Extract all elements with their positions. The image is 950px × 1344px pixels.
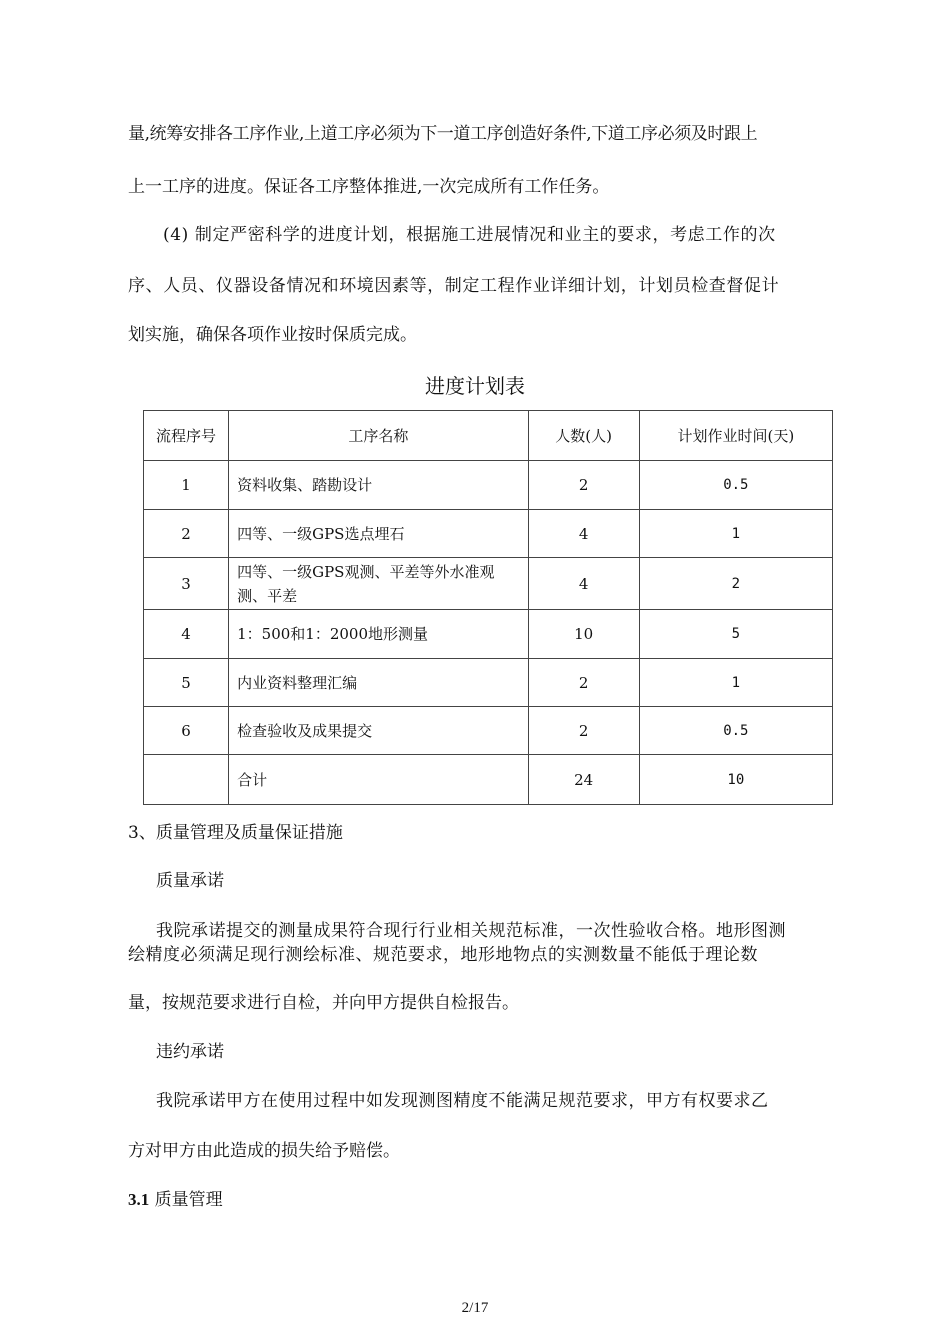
table-row	[144, 659, 833, 707]
table-row	[144, 461, 833, 510]
people-cell: 4	[528, 510, 639, 558]
process-cell: 1：500和1：2000地形测量	[229, 610, 528, 659]
header-cell: 工序名称	[229, 411, 528, 461]
seq-cell: 6	[144, 707, 229, 755]
days-total-cell: 10	[639, 755, 832, 805]
paragraph-line: 划实施，确保各项作业按时保质完成。	[128, 325, 417, 345]
seq-cell: 3	[144, 558, 229, 610]
subheading-quality: 质量承诺	[156, 871, 224, 891]
days-cell: 0.5	[639, 461, 832, 510]
seq-cell: 1	[144, 461, 229, 510]
paragraph-line: 我院承诺甲方在使用过程中如发现测图精度不能满足规范要求，甲方有权要求乙	[156, 1091, 769, 1111]
process-cell: 资料收集、踏勘设计	[229, 461, 528, 510]
days-cell: 1	[639, 510, 832, 558]
header-cell: 计划作业时间(天)	[639, 411, 832, 461]
header-cell: 流程序号	[144, 411, 229, 461]
days-cell: 0.5	[639, 707, 832, 755]
process-cell: 四等、一级GPS选点埋石	[229, 510, 528, 558]
seq-cell: 5	[144, 659, 229, 707]
schedule-table	[143, 410, 833, 805]
people-cell: 2	[528, 659, 639, 707]
paragraph-line: 上一工序的进度。保证各工序整体推进,一次完成所有工作任务。	[128, 177, 610, 197]
table-title: 进度计划表	[425, 374, 525, 398]
table-row	[144, 510, 833, 558]
table-total-row	[144, 755, 833, 805]
paragraph-line: 方对甲方由此造成的损失给予赔偿。	[128, 1141, 400, 1161]
table-header-row	[144, 411, 833, 461]
table-row	[144, 558, 833, 610]
paragraph-line: (4) 制定严密科学的进度计划，根据施工进展情况和业主的要求，考虑工作的次	[163, 225, 776, 245]
days-cell: 1	[639, 659, 832, 707]
subsection-title: 质量管理	[154, 1190, 223, 1210]
subheading-breach: 违约承诺	[156, 1042, 224, 1062]
people-cell: 10	[528, 610, 639, 659]
people-cell: 4	[528, 558, 639, 610]
section-heading: 3、质量管理及质量保证措施	[128, 823, 343, 843]
paragraph-line: 绘精度必须满足现行测绘标准、规范要求，地形地物点的实测数量不能低于理论数	[128, 945, 758, 965]
table-row	[144, 610, 833, 659]
total-label-cell: 合计	[229, 755, 528, 805]
seq-cell: 2	[144, 510, 229, 558]
days-cell: 5	[639, 610, 832, 659]
process-cell: 检查验收及成果提交	[229, 707, 528, 755]
paragraph-line: 量,统筹安排各工序作业,上道工序必须为下一道工序创造好条件,下道工序必须及时跟上	[128, 124, 758, 144]
paragraph-line: 序、人员、仪器设备情况和环境因素等，制定工程作业详细计划，计划员检查督促计	[128, 276, 780, 296]
process-cell: 四等、一级GPS观测、平差等外水准观测、平差	[229, 558, 528, 610]
seq-cell	[144, 755, 229, 805]
people-cell: 2	[528, 461, 639, 510]
paragraph-line: 量，按规范要求进行自检，并向甲方提供自检报告。	[128, 993, 519, 1013]
page-number: 2/17	[461, 1300, 489, 1316]
process-cell: 内业资料整理汇编	[229, 659, 528, 707]
people-total-cell: 24	[528, 755, 639, 805]
subsection-heading	[128, 1185, 223, 1210]
people-cell: 2	[528, 707, 639, 755]
days-cell: 2	[639, 558, 832, 610]
subsection-number: 3.1	[128, 1190, 150, 1209]
header-cell: 人数(人)	[528, 411, 639, 461]
table-row	[144, 707, 833, 755]
paragraph-line: 我院承诺提交的测量成果符合现行行业相关规范标准，一次性验收合格。地形图测	[156, 921, 786, 941]
seq-cell: 4	[144, 610, 229, 659]
